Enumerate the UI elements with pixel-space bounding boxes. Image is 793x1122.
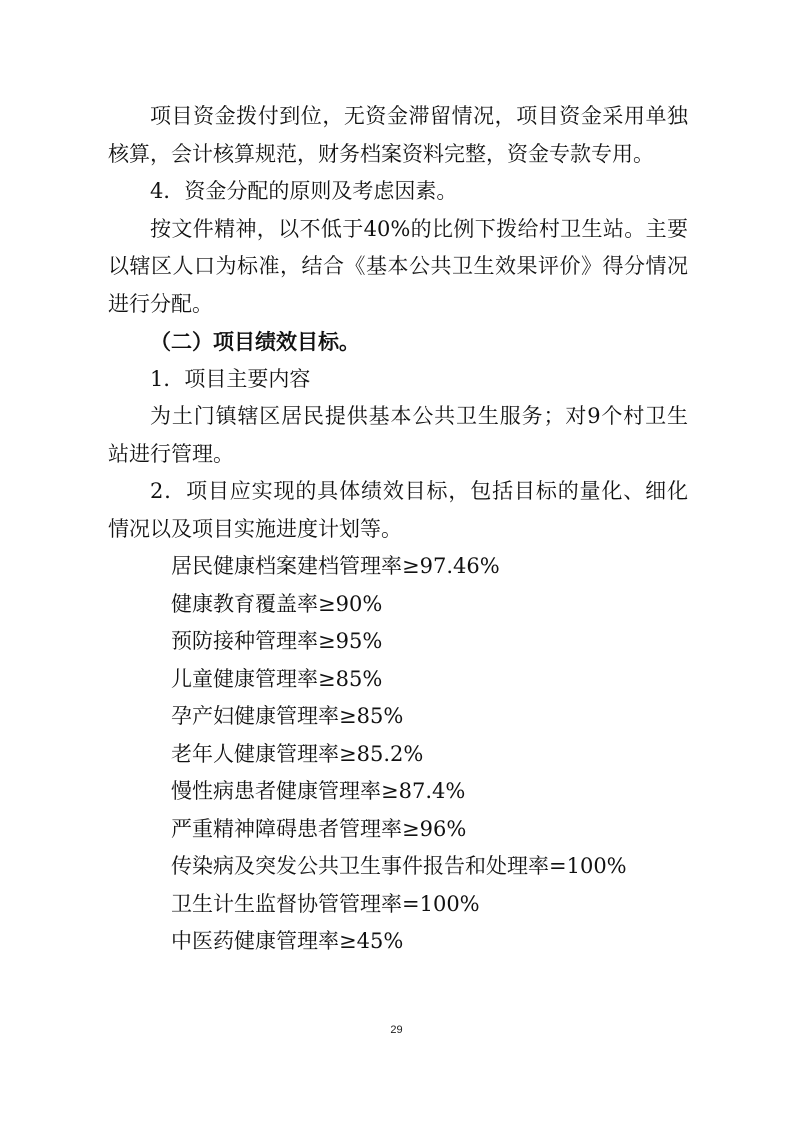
target-item: 预防接种管理率≥95% <box>171 629 383 653</box>
paragraph-allocation-principle: 按文件精神，以不低于40%的比例下拨给村卫生站。主要以辖区人口为标准，结合《基本公共卫生效果评价》得分情况进行分配。 <box>108 216 688 316</box>
target-item: 传染病及突发公共卫生事件报告和处理率=100% <box>171 854 627 878</box>
paragraph-main-content: 为土门镇辖区居民提供基本公共卫生服务；对9个村卫生站进行管理。 <box>108 404 688 466</box>
target-item: 卫生计生监督协管管理率=100% <box>171 891 480 916</box>
target-item: 儿童健康管理率≥85% <box>171 666 383 691</box>
target-item: 慢性病患者健康管理率≥87.4% <box>171 779 466 803</box>
target-item: 老年人健康管理率≥85.2% <box>171 741 424 766</box>
paragraph-main-content-title: 1．项目主要内容 <box>150 366 311 391</box>
target-item: 居民健康档案建档管理率≥97.46% <box>171 554 500 578</box>
page-number: 29 <box>390 1024 403 1036</box>
section-heading-performance-goals: （二）项目绩效目标。 <box>150 329 360 354</box>
target-item: 中医药健康管理率≥45% <box>171 929 404 953</box>
paragraph-goals-title: 2．项目应实现的具体绩效目标，包括目标的量化、细化情况以及项目实施进度计划等。 <box>108 479 688 541</box>
document-body <box>108 98 688 961</box>
target-item: 健康教育覆盖率≥90% <box>171 591 383 616</box>
target-item: 严重精神障碍患者管理率≥96% <box>171 816 467 841</box>
paragraph-allocation-principle-title: 4．资金分配的原则及考虑因素。 <box>150 179 458 203</box>
paragraph-fund-allocation: 项目资金拨付到位，无资金滞留情况，项目资金采用单独核算，会计核算规范，财务档案资料完整，资金专款专用。 <box>108 104 688 166</box>
target-item: 孕产妇健康管理率≥85% <box>171 704 404 728</box>
